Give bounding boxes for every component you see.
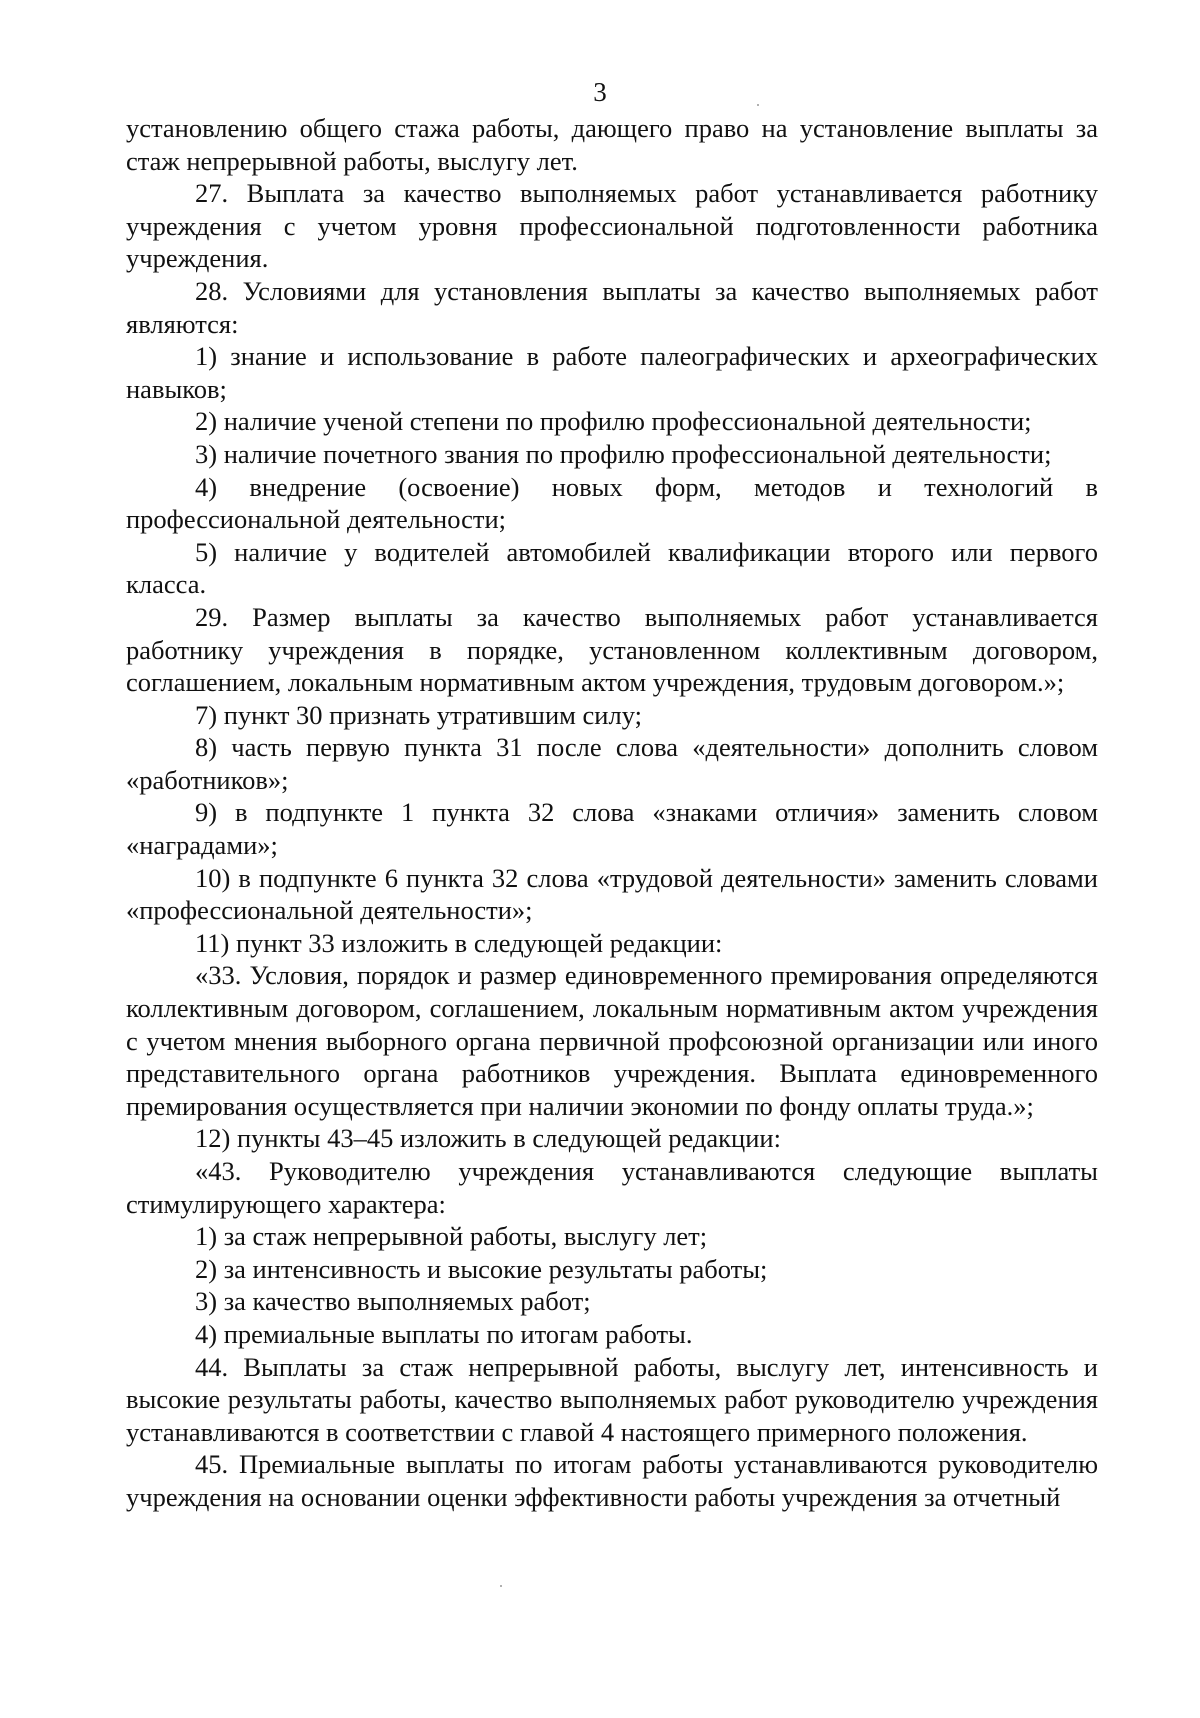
list-item-28-3: 3) наличие почетного звания по профилю профессиональной деятельности; bbox=[195, 438, 1052, 469]
paragraph-28: 28. Условиями для установления выплаты за качество выполняемых работ являются: bbox=[126, 275, 1098, 339]
list-item-28-4: 4) внедрение (освоение) новых форм, методов и технологий в профессиональной деятельности; bbox=[126, 471, 1098, 535]
paragraph-45: 45. Премиальные выплаты по итогам работы устанавливаются руководителю учреждения на основании оценки эффективности работы учреждения за отчетный bbox=[126, 1449, 1098, 1512]
list-item-43-3: 3) за качество выполняемых работ; bbox=[195, 1286, 591, 1317]
amendment-7: 7) пункт 30 признать утратившим силу; bbox=[195, 699, 642, 730]
list-item-43-2: 2) за интенсивность и высокие результаты работы; bbox=[195, 1253, 768, 1284]
amendment-11: 11) пункт 33 изложить в следующей редакции: bbox=[195, 927, 723, 958]
page-number: 3 bbox=[593, 77, 607, 107]
amendment-12: 12) пункты 43–45 изложить в следующей редакции: bbox=[195, 1123, 781, 1154]
list-item-28-5: 5) наличие у водителей автомобилей квалификации второго или первого класса. bbox=[126, 536, 1098, 600]
amendment-10: 10) в подпункте 6 пункта 32 слова «трудовой деятельности» заменить словами «профессиональной деятельности»; bbox=[126, 862, 1098, 926]
amendment-9: 9) в подпункте 1 пункта 32 слова «знаками отличия» заменить словом «наградами»; bbox=[126, 797, 1098, 861]
paragraph-29: 29. Размер выплаты за качество выполняемых работ устанавливается работнику учреждения в порядке, установленном коллективным договором, соглашением, локальным нормативным актом учреждения, трудовым договором.»; bbox=[126, 601, 1098, 698]
paragraph-43: «43. Руководителю учреждения устанавливаются следующие выплаты стимулирующего характера: bbox=[126, 1156, 1098, 1219]
paragraph-33: «33. Условия, порядок и размер единовременного премирования определяются коллективным договором, соглашением, локальным нормативным актом учреждения с учетом мнения выборного органа первичной профсоюзной организации или иного представительного органа работников учреждения. Выплата единовременного премирования осуществляется при наличии экономии по фонду оплаты труда.»; bbox=[126, 960, 1098, 1121]
scan-speck bbox=[500, 1585, 502, 1587]
list-item-28-2: 2) наличие ученой степени по профилю профессиональной деятельности; bbox=[195, 406, 1032, 437]
scan-speck bbox=[757, 104, 759, 106]
list-item-43-4: 4) премиальные выплаты по итогам работы. bbox=[195, 1318, 693, 1349]
list-item-28-1: 1) знание и использование в работе палеографических и археографических навыков; bbox=[126, 341, 1098, 404]
paragraph-continuation: установлению общего стажа работы, дающего право на установление выплаты за стаж непрерывной работы, выслугу лет. bbox=[126, 113, 1098, 176]
paragraph-27: 27. Выплата за качество выполняемых работ устанавливается работнику учреждения с учетом уровня профессиональной подготовленности работника учреждения. bbox=[126, 178, 1098, 274]
document-body bbox=[126, 112, 1098, 1514]
amendment-8: 8) часть первую пункта 31 после слова «деятельности» дополнить словом «работников»; bbox=[126, 732, 1098, 795]
paragraph-44: 44. Выплаты за стаж непрерывной работы, выслугу лет, интенсивность и высокие результаты работы, качество выполняемых работ руководителю учреждения устанавливаются в соответствии с главой 4 настоящего примерного положения. bbox=[126, 1351, 1098, 1447]
list-item-43-1: 1) за стаж непрерывной работы, выслугу лет; bbox=[195, 1221, 708, 1252]
